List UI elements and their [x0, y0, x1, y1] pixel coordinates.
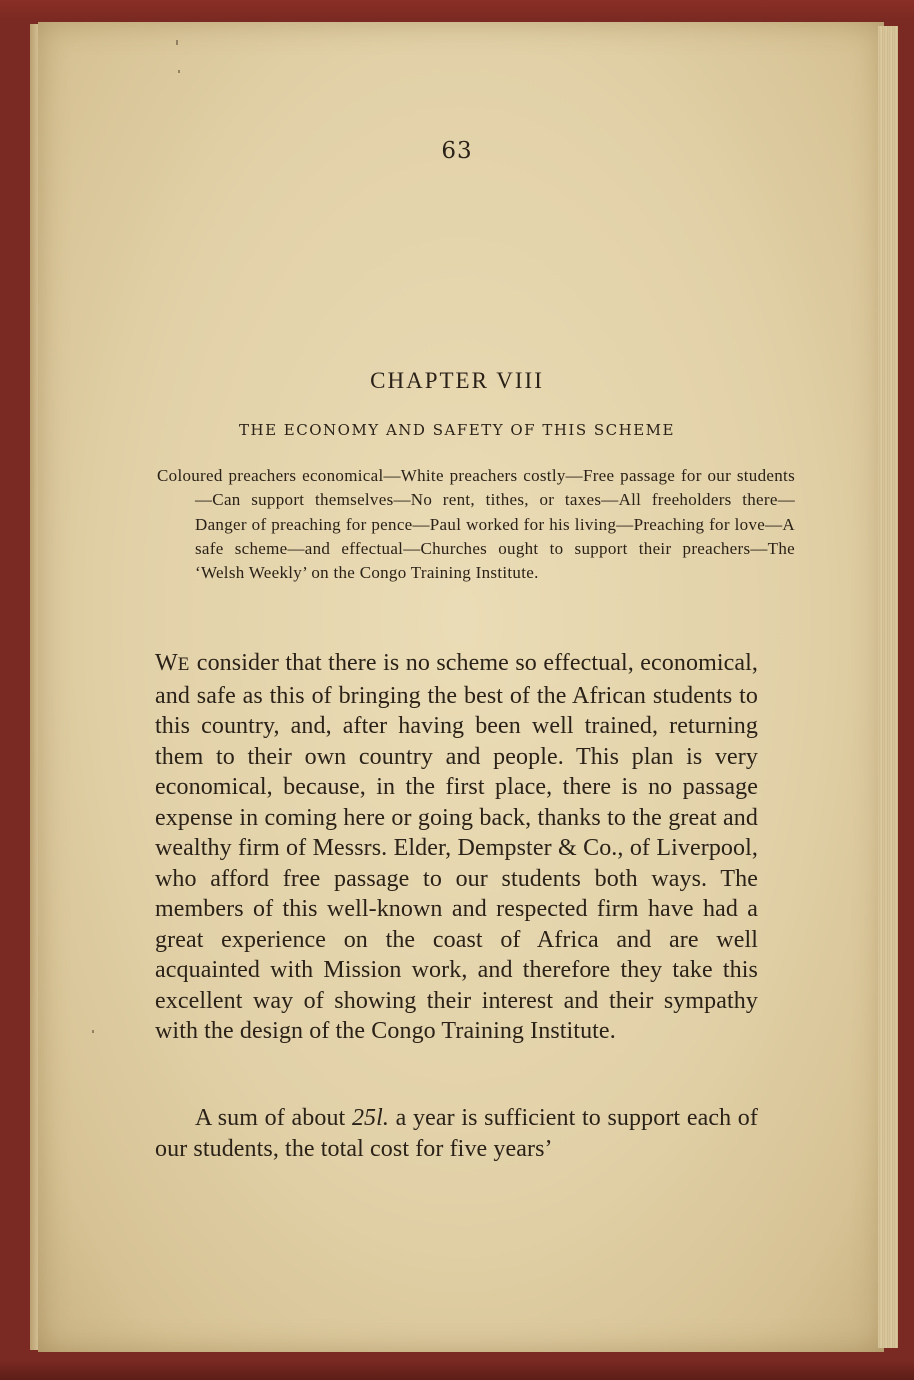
chapter-title: CHAPTER VIII — [370, 368, 544, 393]
page-number: 63 — [441, 138, 473, 164]
chapter-subtitle: THE ECONOMY AND SAFETY OF THIS SCHEME — [239, 421, 675, 439]
paper-speck — [92, 1030, 94, 1033]
drop-initial: W — [155, 650, 178, 676]
chapter-summary: Coloured preachers economical—White preachers costly—Free passage for our students—Can support themselves—No rent, tithes, or taxes—All freeholders there—Danger of preaching for pence—Paul worked for his living—Preaching for love—A safe scheme—and effectual—Churches ought to support their preachers—The ‘Welsh Weekly’ on the Congo Training Institute. — [157, 466, 795, 583]
paper-speck — [176, 40, 178, 45]
currency-amount: 25l. — [351, 1105, 390, 1131]
body-paragraph-1 — [155, 648, 758, 1047]
page-right-edge — [878, 26, 898, 1348]
small-caps-lead: E — [177, 654, 191, 675]
body-paragraph-2 — [155, 1103, 758, 1164]
paragraph-text: consider that there is no scheme so effectual, economical, and safe as this of bringing the best of the African students to this country, and, after having been well trained, returning them to their own country and people. This plan is very economical, because, in the first place, there is no passage expense in coming here or going back, thanks to the great and wealthy firm of Messrs. Elder, Dempster & Co., of Liverpool, who afford free passage to our students both ways. The members of this well-known and respected firm have had a great experience on the coast of Africa and are well acquainted with Mission work, and therefore they take this excellent way of showing their interest and their sympathy with the design of the Congo Training Institute. — [155, 650, 758, 1044]
paragraph-text: a year is sufficient to support each of our students, the total cost for five years’ — [155, 1105, 758, 1162]
paper-speck — [178, 70, 180, 73]
paragraph-text: A sum of about — [195, 1105, 352, 1131]
